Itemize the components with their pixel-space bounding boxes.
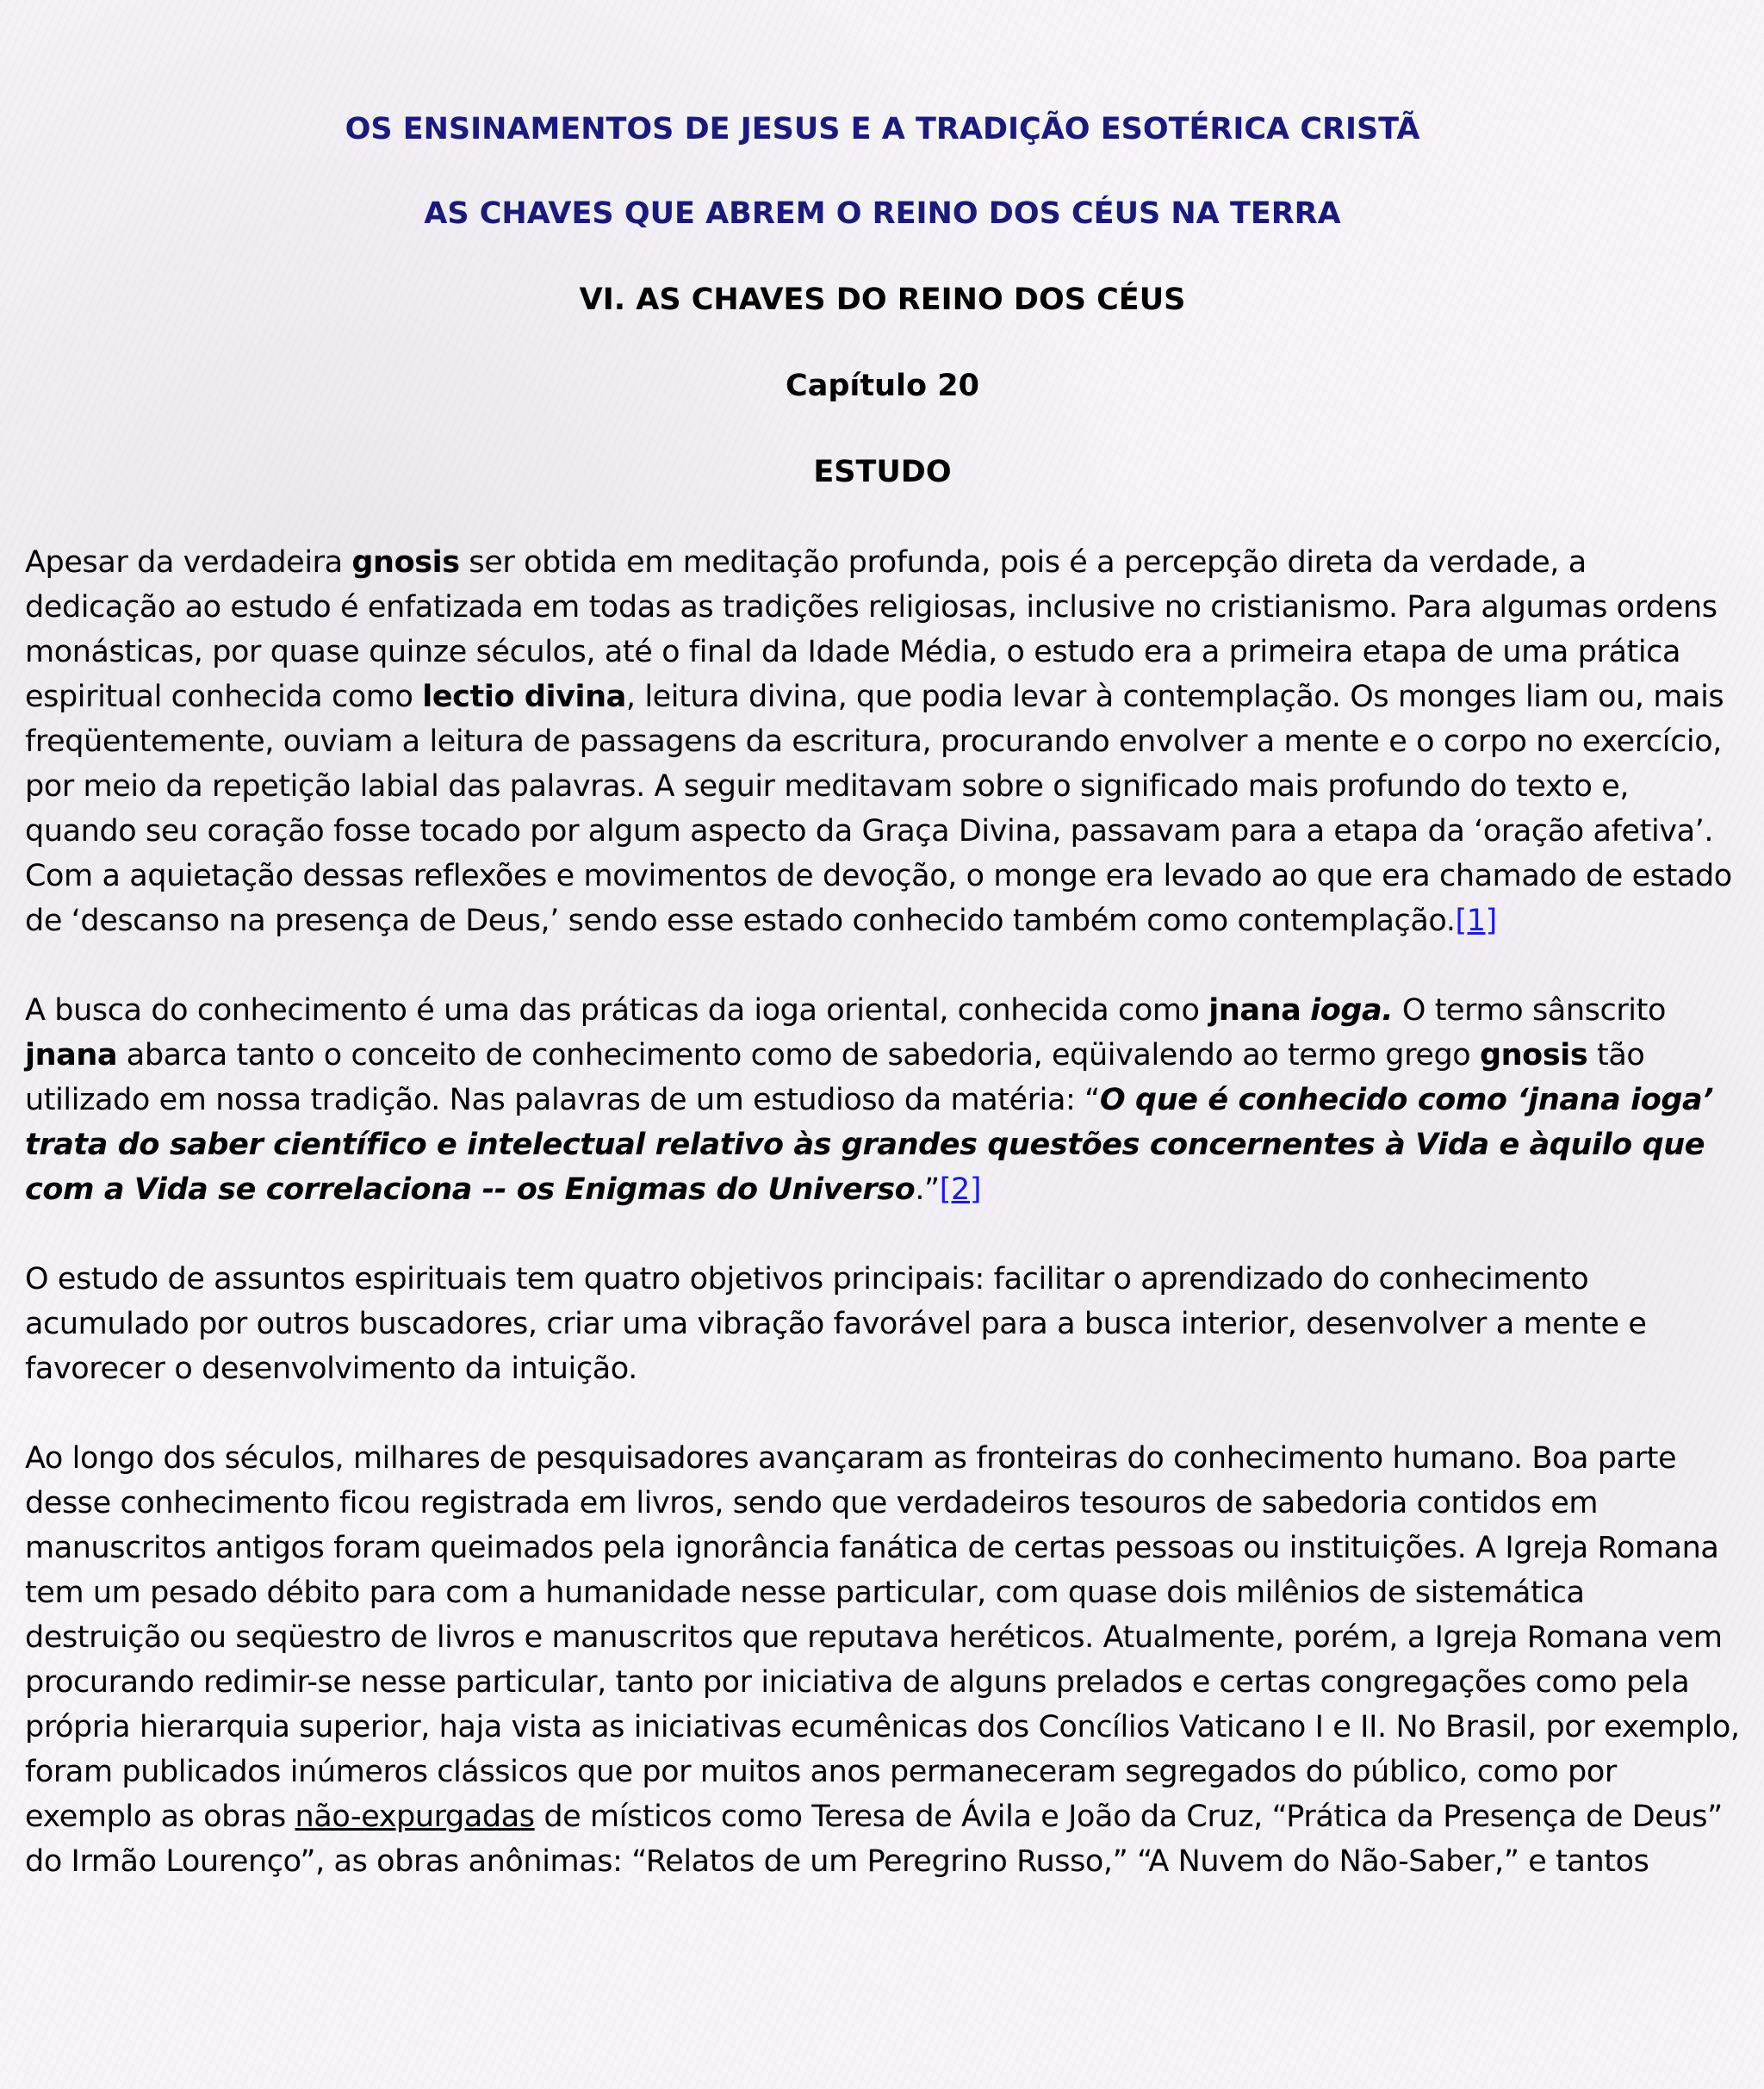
chapter-number: Capítulo 20 — [786, 369, 979, 403]
bold-italic-term: ioga. — [1310, 993, 1394, 1028]
bold-italic-quote: O que é conhecido como ‘jnana ioga’ trata do saber científico e intelectual relativo às grandes questões concernentes à Vida e àquilo que com a Vida se correlaciona -- os Enigmas do Universo — [25, 1083, 1714, 1207]
paragraph-4 — [25, 1436, 1740, 1884]
bold-term: jnana — [25, 1038, 118, 1072]
paragraph-text: A busca do conhecimento é uma das práticas da ioga oriental, conhecida como — [25, 993, 1209, 1028]
chapter-title: ESTUDO — [813, 455, 952, 489]
bold-term: gnosis — [351, 545, 460, 580]
paragraph-2 — [25, 988, 1740, 1212]
document-title: OS ENSINAMENTOS DE JESUS E A TRADIÇÃO ESOTÉRICA CRISTÃ — [345, 112, 1420, 146]
paragraph-1 — [25, 540, 1740, 943]
paragraph-text: tão utilizado em nossa tradição. Nas palavras de um estudioso da matéria: “ — [25, 1038, 1645, 1117]
bold-term: gnosis — [1480, 1038, 1588, 1072]
paragraph-text: abarca tanto o conceito de conhecimento como de sabedoria, eqüivalendo ao termo grego — [117, 1038, 1481, 1072]
footnote-link-2[interactable]: [2] — [939, 1172, 982, 1207]
paragraph-text: .” — [915, 1172, 940, 1207]
paragraph-text: , leitura divina, que podia levar à contemplação. Os monges liam ou, mais freqüentemente, ouviam a leitura de passagens da escritura, procurando envolver a mente e o corpo no exercício, por meio da repetição labial das palavras. A seguir meditavam sobre o significado mais profundo do texto e, quando seu coração fosse tocado por algum aspecto da Graça Divina, passavam para a etapa da ‘oração afetiva’. Com a aquietação dessas reflexões e movimentos de devoção, o monge era levado ao que era chamado de estado de ‘descanso na presença de Deus,’ sendo esse estado conhecido também como contemplação. — [25, 680, 1732, 938]
paragraph-3: O estudo de assuntos espirituais tem quatro objetivos principais: facilitar o aprendizado do conhecimento acumulado por outros buscadores, criar uma vibração favorável para a busca interior, desenvolver a mente e favorecer o desenvolvimento da intuição. — [25, 1262, 1647, 1386]
bold-term: jnana — [1208, 993, 1301, 1028]
footnote-link-1[interactable]: [1] — [1455, 904, 1497, 938]
document-subtitle: AS CHAVES QUE ABREM O REINO DOS CÉUS NA TERRA — [424, 196, 1341, 231]
paragraph-text: de místicos como Teresa de Ávila e João da Cruz, “Prática da Presença de Deus” do Irmão Lourenço”, as obras anônimas: “Relatos de um Peregrino Russo,” “A Nuvem do Não-Saber,” e tantos — [25, 1800, 1723, 1879]
bold-term: lectio divina — [422, 680, 626, 714]
paragraph-text: O termo sânscrito — [1393, 993, 1666, 1028]
paragraph-text: Ao longo dos séculos, milhares de pesquisadores avançaram as fronteiras do conhecimento humano. Boa parte desse conhecimento ficou registrada em livros, sendo que verdadeiros tesouros de sabedoria contidos em manuscritos antigos foram queimados pela ignorância fanática de certas pessoas ou instituições. A Igreja Romana tem um pesado débito para com a humanidade nesse particular, com quase dois milênios de sistemática destruição ou seqüestro de livros e manuscritos que reputava heréticos. Atualmente, porém, a Igreja Romana vem procurando redimir-se nesse particular, tanto por iniciativa de alguns prelados e certas congregações como pela própria hierarquia superior, haja vista as iniciativas ecumênicas dos Concílios Vaticano I e II. No Brasil, por exemplo, foram publicados inúmeros clássicos que por muitos anos permaneceram segregados do público, como por exemplo as obras — [25, 1441, 1740, 1834]
paragraph-text: Apesar da verdadeira — [25, 545, 352, 580]
paragraph-text: ser obtida em meditação profunda, pois é a percepção direta da verdade, a dedicação ao estudo é enfatizada em todas as tradições religiosas, inclusive no cristianismo. Para algumas ordens monásticas, por quase quinze séculos, até o final da Idade Média, o estudo era a primeira etapa de uma prática espiritual conhecida como — [25, 545, 1717, 714]
section-heading: VI. AS CHAVES DO REINO DOS CÉUS — [579, 283, 1186, 317]
underlined-term: não-expurgadas — [295, 1800, 535, 1834]
